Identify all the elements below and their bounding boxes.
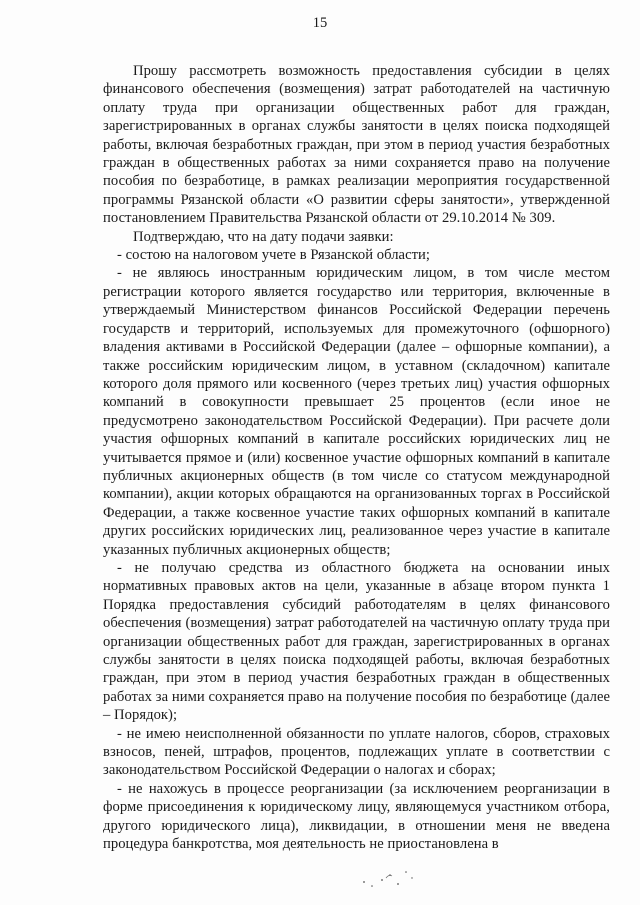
list-item-no-tax-debt: - не имею неисполненной обязанности по уплате налогов, сборов, страховых взносов, пеней, штрафов, процентов, подлежащих уплате в соответствии с законодательством Российской Федерации о налогах и сборах; [103,725,610,779]
scan-artifact-marks [360,866,420,890]
list-item-not-foreign-entity: - не являюсь иностранным юридическим лицом, в том числе местом регистрации которого является государство или территория, включенные в утверждаемый Министерством финансов Российской Федерации перечень государств и территорий, используемых для промежуточного (офшорного) владения активами в Российской Федерации (далее – офшорные компании), а также российским юридическим лицом, в уставном (складочном) капитале которого доля прямого или косвенного (через третьих лиц) участия офшорных компаний в совокупности превышает 25 процентов (если иное не предусмотрено законодательством Российской Федерации). При расчете доли участия офшорных компаний в капитале российских юридических лиц не учитывается прямое и (или) косвенное участие офшорных компаний в капитале публичных акционерных обществ (в том числе со статусом международной компании), акции которых обращаются на организованных торгах в Российской Федерации, а также косвенное участие таких офшорных компаний в капитале других российских юридических лиц, реализованное через участие в капитале указанных публичных акционерных обществ; [103,265,610,558]
document-body [103,62,610,853]
page-number: 15 [312,15,328,31]
list-item-not-reorganizing: - не нахожусь в процессе реорганизации (за исключением реорганизации в форме присоединения к юридическому лицу, являющемуся участником отбора, другого юридического лица), ликвидации, в отношении меня не введена процедура банкротства, моя деятельность не приостановлена в [103,780,610,853]
list-item-tax-registration: - состою на налоговом учете в Рязанской области; [117,247,431,264]
list-item-no-budget-funds: - не получаю средства из областного бюджета на основании иных нормативных правовых актов на цели, указанные в абзаце втором пункта 1 Порядка предоставления субсидий работодателям в целях финансового обеспечения (возмещения) затрат работодателей на частичную оплату труда при организации общественных работ для граждан, зарегистрированных в органах службы занятости в целях поиска подходящей работы, включая безработных граждан, при этом в период участия безработных граждан в общественных работах за ними сохраняется право на получение пособия по безработице (далее – Порядок); [103,559,610,724]
request-paragraph: Прошу рассмотреть возможность предоставления субсидии в целях финансового обеспечения (возмещения) затрат работодателей на частичную оплату труда при организации общественных работ для граждан, зарегистрированных в органах службы занятости в целях поиска подходящей работы, включая безработных граждан, при этом в период участия безработных граждан в общественных работах за ними сохраняется право на получение пособия по безработице, в рамках реализации мероприятия государственной программы Рязанской области «О развитии сферы занятости», утвержденной постановлением Правительства Рязанской области от 29.10.2014 № 309. [103,63,610,227]
confirmation-intro: Подтверждаю, что на дату подачи заявки: [133,228,394,245]
